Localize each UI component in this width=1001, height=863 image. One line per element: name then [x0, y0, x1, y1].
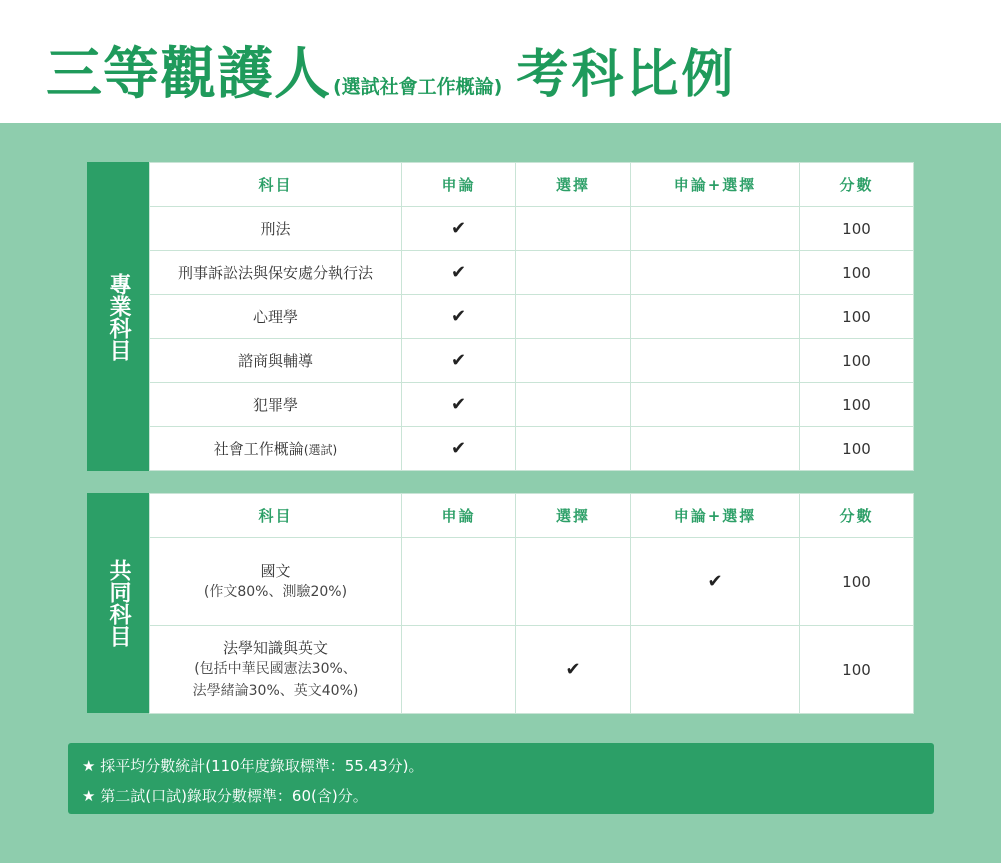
table-header-row [150, 494, 914, 538]
col-subject: 科目 [150, 163, 402, 207]
footer-note: ★ 第二試(口試)錄取分數標準：60(含)分。 [82, 787, 368, 805]
subject-note: (選試) [303, 443, 338, 457]
common-subjects-section [87, 493, 914, 713]
subject-cell [150, 427, 402, 471]
essay-cell [402, 626, 516, 714]
subject-cell: 刑法 [150, 207, 402, 251]
score-cell: 100 [800, 207, 914, 251]
essay-check-icon: ✔ [402, 251, 516, 295]
score-cell: 100 [800, 383, 914, 427]
choice-cell [516, 538, 631, 626]
mixed-cell [631, 207, 800, 251]
subject-cell [150, 626, 402, 714]
choice-cell [516, 427, 631, 471]
subject-name: 國文 [260, 562, 291, 580]
subject-cell: 刑事訴訟法與保安處分執行法 [150, 251, 402, 295]
score-cell: 100 [800, 427, 914, 471]
essay-check-icon: ✔ [402, 383, 516, 427]
table-header-row [150, 163, 914, 207]
mixed-cell [631, 427, 800, 471]
footer-notes [68, 743, 934, 814]
mixed-check-icon: ✔ [631, 538, 800, 626]
choice-cell [516, 207, 631, 251]
col-score: 分數 [800, 163, 914, 207]
subject-cell: 犯罪學 [150, 383, 402, 427]
subject-cell: 諮商與輔導 [150, 339, 402, 383]
subject-note: 法學緒論30%、英文40%) [192, 683, 359, 699]
footer-note: ★ 採平均分數統計(110年度錄取標準：55.43分)。 [82, 757, 424, 775]
table-row [150, 295, 914, 339]
subject-cell: 心理學 [150, 295, 402, 339]
score-cell: 100 [800, 295, 914, 339]
col-subject: 科目 [150, 494, 402, 538]
col-choice: 選擇 [516, 163, 631, 207]
table-row [150, 626, 914, 714]
mixed-cell [631, 295, 800, 339]
subject-name: 法學知識與英文 [222, 639, 328, 657]
title-main: 三等觀護人 [46, 42, 331, 107]
table-row [150, 339, 914, 383]
col-essay: 申論 [402, 494, 516, 538]
mixed-cell [631, 251, 800, 295]
choice-check-icon: ✔ [516, 626, 631, 714]
page-title [46, 30, 736, 110]
essay-cell [402, 538, 516, 626]
col-choice: 選擇 [516, 494, 631, 538]
score-cell: 100 [800, 626, 914, 714]
header [0, 0, 1001, 123]
col-essay: 申論 [402, 163, 516, 207]
mixed-cell [631, 626, 800, 714]
score-cell: 100 [800, 538, 914, 626]
choice-cell [516, 339, 631, 383]
essay-check-icon: ✔ [402, 339, 516, 383]
table-row [150, 427, 914, 471]
table-row [150, 538, 914, 626]
mixed-cell [631, 383, 800, 427]
section-label: 專業科目 [87, 162, 149, 471]
table-row [150, 251, 914, 295]
title-sub: (選試社會工作概論) [333, 76, 503, 98]
common-subjects-table [149, 493, 914, 714]
score-cell: 100 [800, 251, 914, 295]
choice-cell [516, 383, 631, 427]
col-mixed: 申論+選擇 [631, 163, 800, 207]
score-cell: 100 [800, 339, 914, 383]
essay-check-icon: ✔ [402, 207, 516, 251]
subject-name: 社會工作概論 [213, 440, 304, 458]
subject-note: (包括中華民國憲法30%、 [194, 661, 357, 677]
essay-check-icon: ✔ [402, 427, 516, 471]
choice-cell [516, 251, 631, 295]
subject-note: (作文80%、測驗20%) [203, 584, 348, 600]
subject-cell [150, 538, 402, 626]
col-score: 分數 [800, 494, 914, 538]
section-label: 共同科目 [87, 493, 149, 713]
professional-subjects-table [149, 162, 914, 471]
col-mixed: 申論+選擇 [631, 494, 800, 538]
choice-cell [516, 295, 631, 339]
essay-check-icon: ✔ [402, 295, 516, 339]
title-end: 考科比例 [516, 45, 737, 105]
professional-subjects-section [87, 162, 914, 471]
mixed-cell [631, 339, 800, 383]
table-row [150, 207, 914, 251]
table-row [150, 383, 914, 427]
